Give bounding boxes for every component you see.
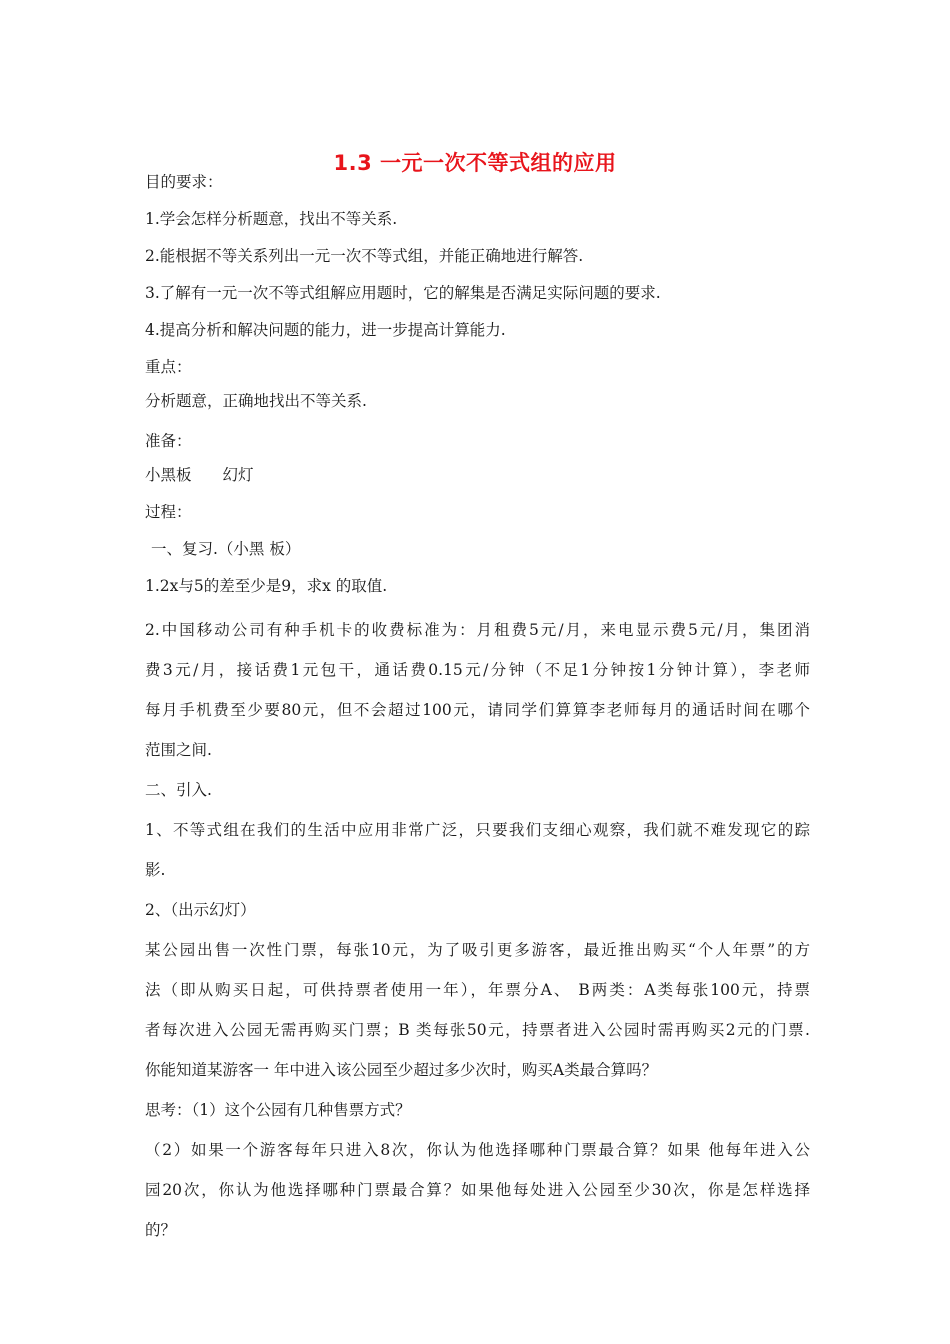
text-line: 者每次进入公园无需再购买门票；B 类每张50元，持票者进入公园时需再购买2元的门票. [145, 1021, 810, 1039]
intro-paragraph-1 [145, 810, 810, 890]
intro-paragraph-2-heading: 2、（出示幻灯） [145, 901, 256, 919]
text-line: 的？ [145, 1221, 177, 1239]
text-line: 园20次，你认为他选择哪种门票最合算？如果他每处进入公园至少30次，你是怎样选择 [145, 1181, 810, 1199]
process-heading: 过程： [145, 503, 192, 521]
text-line: 费3元/月，接话费1元包干，通话费0.15元/分钟（不足1分钟按1分钟计算），李老师 [145, 661, 810, 679]
text-line: 法（即从购买日起，可供持票者使用一年），年票分A、 B两类：A类每张100元，持票 [145, 981, 810, 999]
page-title: 1.3 一元一次不等式组的应用 [333, 151, 617, 175]
text-line: 某公园出售一次性门票，每张10元，为了吸引更多游客，最近推出购买“个人年票”的方 [145, 941, 810, 959]
intro-heading: 二、引入. [145, 781, 212, 799]
objectives-heading: 目的要求： [145, 173, 223, 191]
review-heading: 一、复习.（小黑 板） [151, 540, 301, 558]
preparation-heading: 准备： [145, 432, 192, 450]
document-body [145, 172, 810, 1250]
text-line: 范围之间. [145, 741, 212, 759]
park-ticket-problem [145, 930, 810, 1090]
think-question-1: 思考：（1）这个公园有几种售票方式？ [145, 1101, 411, 1119]
think-question-2 [145, 1130, 810, 1250]
key-points-text: 分析题意，正确地找出不等关系. [145, 392, 367, 410]
review-question-2 [145, 610, 810, 770]
text-line: 1、不等式组在我们的生活中应用非常广泛，只要我们支细心观察，我们就不难发现它的踪 [145, 821, 810, 839]
key-points-heading: 重点： [145, 358, 192, 376]
preparation-text: 小黑板 幻灯 [145, 466, 254, 484]
review-question-1: 1.2x与5的差至少是9，求x 的取值. [145, 577, 388, 595]
text-line: 你能知道某游客一 年中进入该公园至少超过多少次时，购买A类最合算吗？ [145, 1061, 658, 1079]
text-line: 2.中国移动公司有种手机卡的收费标准为：月租费5元/月，来电显示费5元/月，集团消 [145, 621, 810, 639]
text-line: （2）如果一个游客每年只进入8次，你认为他选择哪种门票最合算？如果 他每年进入公 [145, 1141, 810, 1159]
objective-item: 4.提高分析和解决问题的能力，进一步提高计算能力. [145, 321, 506, 339]
objective-item: 1.学会怎样分析题意，找出不等关系. [145, 210, 398, 228]
text-line: 每月手机费至少要80元，但不会超过100元，请同学们算算李老师每月的通话时间在哪个 [145, 701, 810, 719]
objective-item: 3.了解有一元一次不等式组解应用题时，它的解集是否满足实际问题的要求. [145, 284, 661, 302]
objective-item: 2.能根据不等关系列出一元一次不等式组，并能正确地进行解答. [145, 247, 584, 265]
text-line: 影. [145, 861, 166, 879]
